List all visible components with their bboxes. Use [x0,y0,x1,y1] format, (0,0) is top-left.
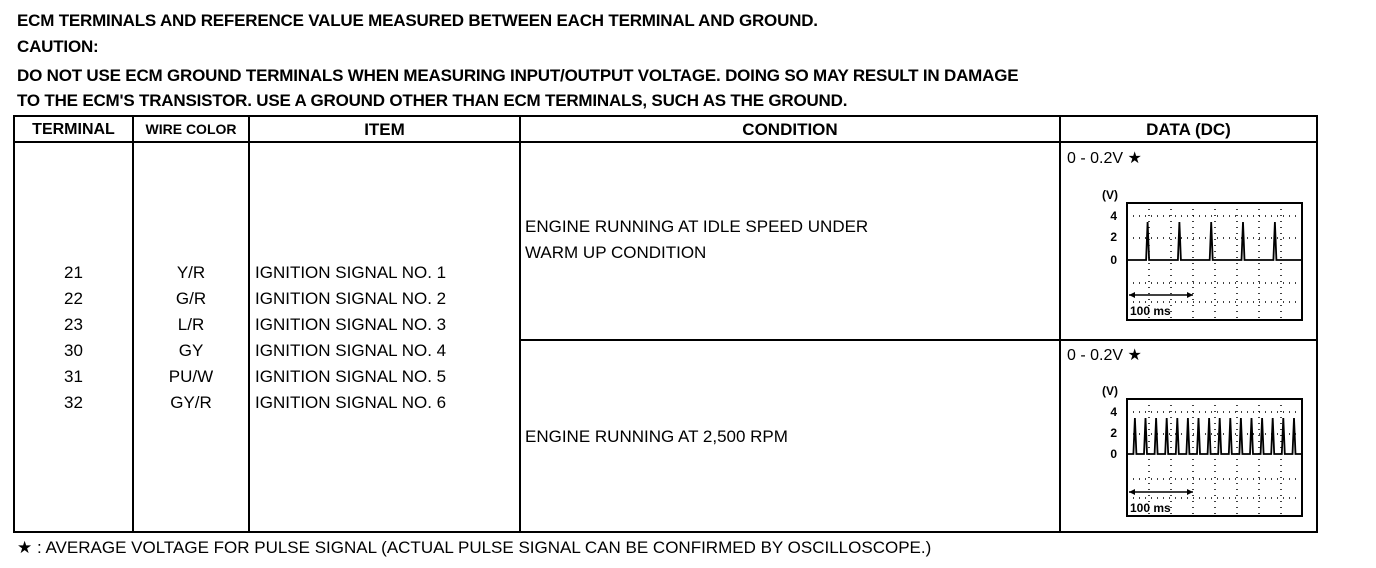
col-divider [248,117,250,531]
terminal-number: 21 [64,263,83,282]
terminal-number: 23 [64,315,83,334]
wire-color: L/R [177,315,205,334]
scope-unit: (V) [1102,384,1118,398]
wire-color: G/R [175,289,207,308]
scope-tick: 2 [1110,230,1117,244]
time-scale-label: 100 ms [1130,501,1171,515]
col-header-terminal: TERMINAL [32,121,115,138]
scope-tick: 4 [1110,209,1117,223]
condition-idle-line2: WARM UP CONDITION [525,243,707,262]
caution-text-line1: DO NOT USE ECM GROUND TERMINALS WHEN MEASURING INPUT/OUTPUT VOLTAGE. DOING SO MAY RESULT IN DAMAGE [17,66,1019,85]
wire-color: GY [178,341,204,360]
caution-label: CAUTION: [17,37,99,56]
ecm-terminal-table [13,115,1318,533]
col-divider [519,117,521,531]
terminal-number: 31 [64,367,83,386]
scope-unit: (V) [1102,188,1118,202]
scope-tick: 2 [1110,426,1117,440]
time-scale-label: 100 ms [1130,304,1171,318]
scope-frame [1127,399,1302,516]
col-header-data: DATA (DC) [1146,120,1231,139]
title: ECM TERMINALS AND REFERENCE VALUE MEASURED BETWEEN EACH TERMINAL AND GROUND. [17,11,818,30]
scope-grid [1127,399,1302,516]
condition-2500rpm: ENGINE RUNNING AT 2,500 RPM [525,427,788,446]
condition-idle-line1: ENGINE RUNNING AT IDLE SPEED UNDER [525,217,869,236]
wire-color: PU/W [168,367,214,386]
wire-color: Y/R [176,263,206,282]
scope-grid [1127,203,1302,320]
scope-frame [1127,203,1302,320]
scope-tick: 0 [1110,253,1117,267]
footnote: ★ : AVERAGE VOLTAGE FOR PULSE SIGNAL (ACTUAL PULSE SIGNAL CAN BE CONFIRMED BY OSCILLOSCOPE.) [17,538,932,557]
scope-tick: 4 [1110,405,1117,419]
oscilloscope-waveform-idle [1097,183,1307,323]
wire-color: GY/R [170,393,212,412]
col-header-item: ITEM [364,120,405,139]
item-name: IGNITION SIGNAL NO. 4 [255,341,447,360]
item-list [255,260,446,416]
row-divider [519,339,1316,341]
terminal-number: 32 [64,393,83,412]
item-name: IGNITION SIGNAL NO. 1 [255,263,447,282]
terminal-number: 30 [64,341,83,360]
item-name: IGNITION SIGNAL NO. 5 [255,367,447,386]
col-header-wire-color: WIRE COLOR [145,121,237,137]
caution-text-line2: TO THE ECM'S TRANSISTOR. USE A GROUND OTHER THAN ECM TERMINALS, SUCH AS THE GROUND. [17,91,848,110]
oscilloscope-waveform-2500rpm [1097,379,1307,519]
item-name: IGNITION SIGNAL NO. 6 [255,393,447,412]
data-value-idle: 0 - 0.2V ★ [1067,150,1142,167]
terminal-list [15,260,132,416]
data-value-2500rpm: 0 - 0.2V ★ [1067,347,1142,364]
wire-color-list [134,260,248,416]
item-name: IGNITION SIGNAL NO. 2 [255,289,447,308]
col-divider [1059,117,1061,531]
col-header-condition: CONDITION [742,120,838,139]
scope-tick: 0 [1110,447,1117,461]
terminal-number: 22 [64,289,83,308]
item-name: IGNITION SIGNAL NO. 3 [255,315,447,334]
